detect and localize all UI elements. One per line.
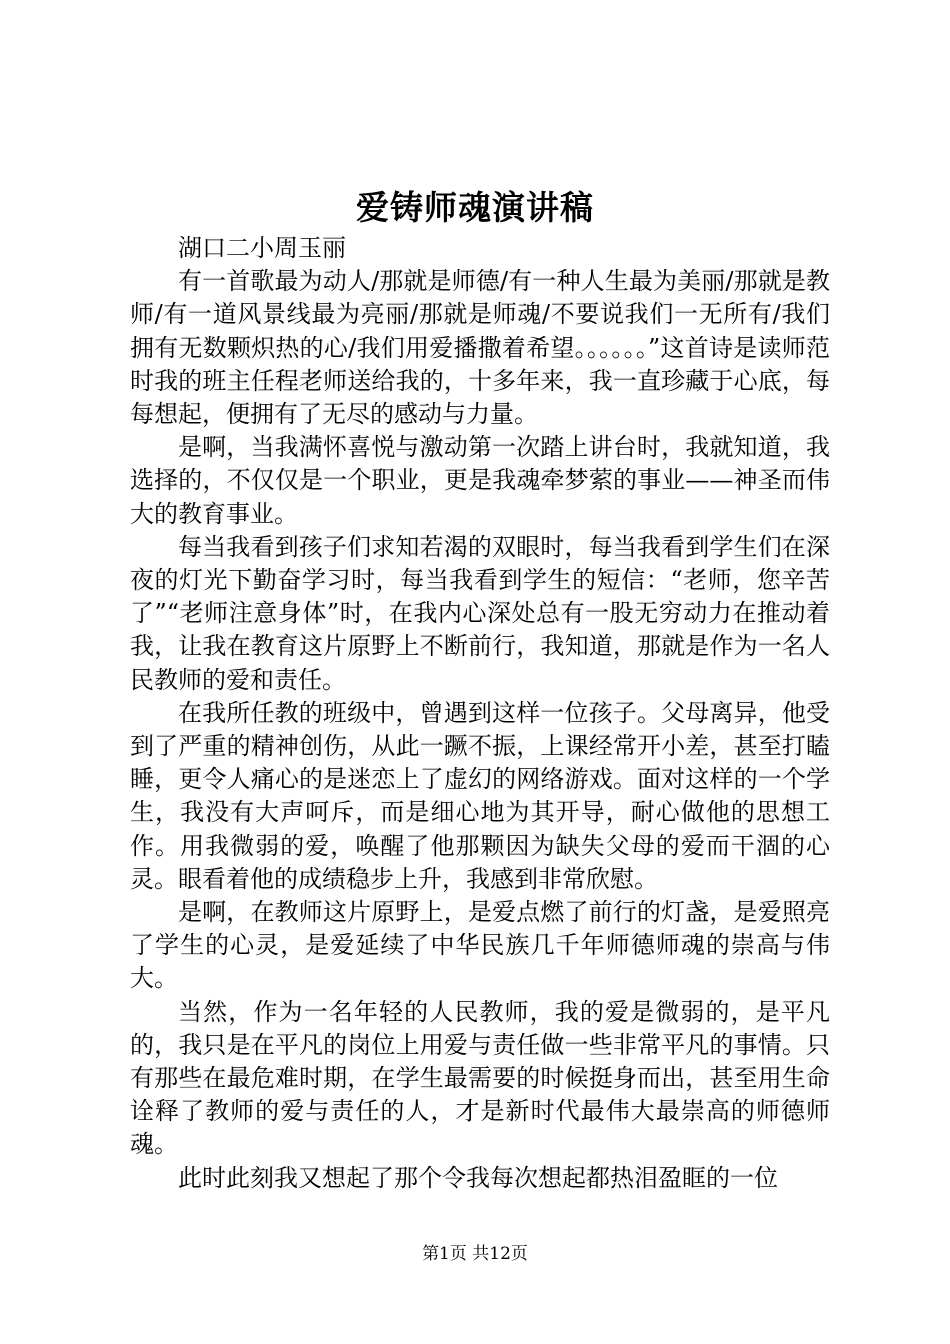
paragraph: 当然，作为一名年轻的人民教师，我的爱是微弱的，是平凡的，我只是在平凡的岗位上用爱与责任做一些非常平凡的事情。只有那些在最危难时期，在学生最需要的时候挺身而出，甚至用生命诠释了教师的爱与责任的人，才是新时代最伟大最崇高的师德师魂。 xyxy=(130,997,830,1159)
page-number-footer: 第1页 共12页 xyxy=(422,1244,528,1264)
page-title: 爱铸师魂演讲稿 xyxy=(356,188,594,227)
author-line: 湖口二小周玉丽 xyxy=(178,234,346,262)
paragraph: 是啊，当我满怀喜悦与激动第一次踏上讲台时，我就知道，我选择的，不仅仅是一个职业，更是我魂牵梦萦的事业——神圣而伟大的教育事业。 xyxy=(130,433,830,528)
paragraph: 有一首歌最为动人/那就是师德/有一种人生最为美丽/那就是教师/有一道风景线最为亮丽/那就是师魂/不要说我们一无所有/我们拥有无数颗炽热的心/我们用爱播撒着希望。。。。。。”这首诗是读师范时我的班主任程老师送给我的，十多年来，我一直珍藏于心底，每每想起，便拥有了无尽的感动与力量。 xyxy=(130,267,830,429)
paragraph: 此时此刻我又想起了那个令我每次想起都热泪盈眶的一位 xyxy=(178,1163,778,1192)
paragraph: 是啊，在教师这片原野上，是爱点燃了前行的灯盏，是爱照亮了学生的心灵，是爱延续了中华民族几千年师德师魂的崇高与伟大。 xyxy=(130,898,830,993)
paragraph: 在我所任教的班级中，曾遇到这样一位孩子。父母离异，他受到了严重的精神创伤，从此一蹶不振，上课经常开小差，甚至打瞌睡，更令人痛心的是迷恋上了虚幻的网络游戏。面对这样的一个学生，我没有大声呵斥，而是细心地为其开导，耐心做他的思想工作。用我微弱的爱，唤醒了他那颗因为缺失父母的爱而干涸的心灵。眼看着他的成绩稳步上升，我感到非常欣慰。 xyxy=(130,698,830,893)
document-body xyxy=(130,232,830,1195)
paragraph: 每当我看到孩子们求知若渴的双眼时，每当我看到学生们在深夜的灯光下勤奋学习时，每当我看到学生的短信：“老师，您辛苦了”“老师注意身体”时，在我内心深处总有一股无穷动力在推动着我，让我在教育这片原野上不断前行，我知道，那就是作为一名人民教师的爱和责任。 xyxy=(130,532,830,694)
